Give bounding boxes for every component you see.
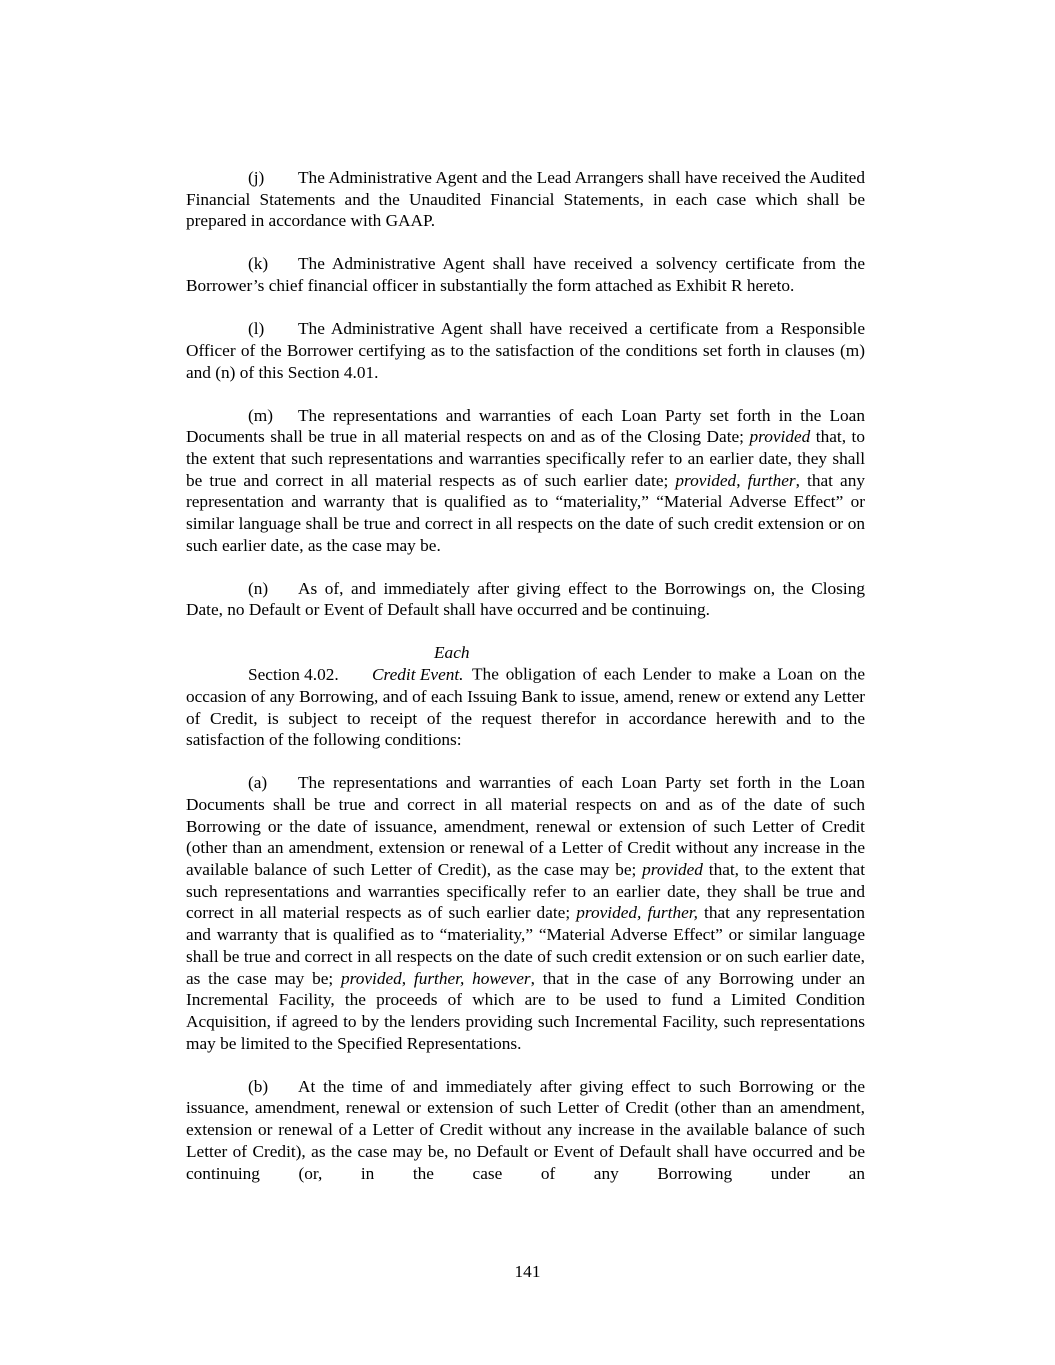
clause-text: The representations and warranties of each Loan Party set forth in the Loan Documents shall be true in all material respects on and as of the Closing Date; [186,405,865,447]
clause-text: The Administrative Agent shall have received a solvency certificate from the Borrower’s chief financial officer in substantially the form attached as Exhibit R hereto. [186,254,865,296]
clause-italic: further [747,470,796,490]
clause-text: The representations and warranties of each Loan Party set forth in the Loan Documents shall be true and correct in all material respects on and as of the date of such Borrowing or the date of issuance, amendment, renewal or extension of such Letter of Credit (other than an amendment, extension or renewal of a Letter of Credit without any increase in the available balance of such Letter of Credit), as the case may be; [186,773,865,880]
clause-text: , [736,470,748,490]
clause-text: that, to the extent that such representations and warranties specifically refer to an earlier date, they shall be true and correct in all material respects as of such earlier date; [186,860,865,923]
clause-italic: provided [642,860,703,880]
clause-italic: provided [675,470,737,490]
clause-italic: further, however [413,968,531,988]
clause-text: that, to the extent that such representations and warranties specifically refer to an earlier date, they shall be true and correct in all material respects as of such earlier date; [186,427,865,490]
clause-label: (m) [248,405,273,425]
clause-text: At the time of and immediately after giving effect to such Borrowing or the issuance, amendment, renewal or extension of such Letter of Credit (other than an amendment, extension or renewal of a Letter of Credit without any increase in the available balance of such Letter of Credit), as the case may be, no Default or Event of Default shall have occurred and be continuing (or, in the case of any Borrowing under an [186,1076,865,1183]
clause-l [186,318,865,383]
clause-text: The Administrative Agent shall have received a certificate from a Responsible Officer of the Borrower certifying as to the satisfaction of the conditions set forth in clauses (m) and (n) of this Section 4.01. [186,319,865,382]
clause-b [186,1076,865,1185]
section-title: Each Credit Event. [372,643,470,685]
clause-text: , that any representation and warranty that is qualified as to “materiality,” “Material Adverse Effect” or similar language shall be true and correct in all respects on the date of such credit extension or on such earlier date, as the case may be. [186,470,866,555]
clause-label: (l) [248,319,265,339]
clause-label: (j) [248,168,265,187]
clause-italic: provided, further, [576,903,698,923]
clause-m [186,405,865,557]
section-label: Section 4.02. [248,665,339,685]
clause-text: , that in the case of any Borrowing under an Incremental Facility, the proceeds of which are to be used to fund a Limited Condition Acquisition, if agreed to by the lenders providing such Incremental Facility, such representations may be limited to the Specified Representations. [186,968,866,1053]
clause-italic: provided [749,427,811,447]
clause-italic: provided [340,968,402,988]
clause-label: (k) [248,254,269,274]
clause-text: , [401,968,414,988]
clause-label: (b) [248,1076,269,1096]
section-4-02 [186,642,865,751]
clause-k [186,253,865,296]
clause-text: that any representation and warranty that is qualified as to “materiality,” “Material Adverse Effect” or similar language shall be true and correct in all respects on the date of such credit extension or on such earlier date, as the case may be; [186,903,865,988]
document-body [186,167,865,1184]
clause-n [186,578,865,621]
clause-label: (a) [248,773,268,793]
clause-text: The Administrative Agent and the Lead Arrangers shall have received the Audited Financial Statements and the Unaudited Financial Statements, in each case which shall be prepared in accordance with GAAP. [186,168,865,231]
clause-label: (n) [248,578,269,598]
section-text: The obligation of each Lender to make a Loan on the occasion of any Borrowing, and of each Issuing Bank to issue, amend, renew or extend any Letter of Credit, is subject to receipt of the request therefor in accordance herewith and to the satisfaction of the following conditions: [186,665,865,750]
clause-j [186,167,865,232]
clause-text: As of, and immediately after giving effect to the Borrowings on, the Closing Date, no Default or Event of Default shall have occurred and be continuing. [186,578,865,620]
clause-a [186,772,865,1054]
page-number: 141 [514,1262,541,1281]
